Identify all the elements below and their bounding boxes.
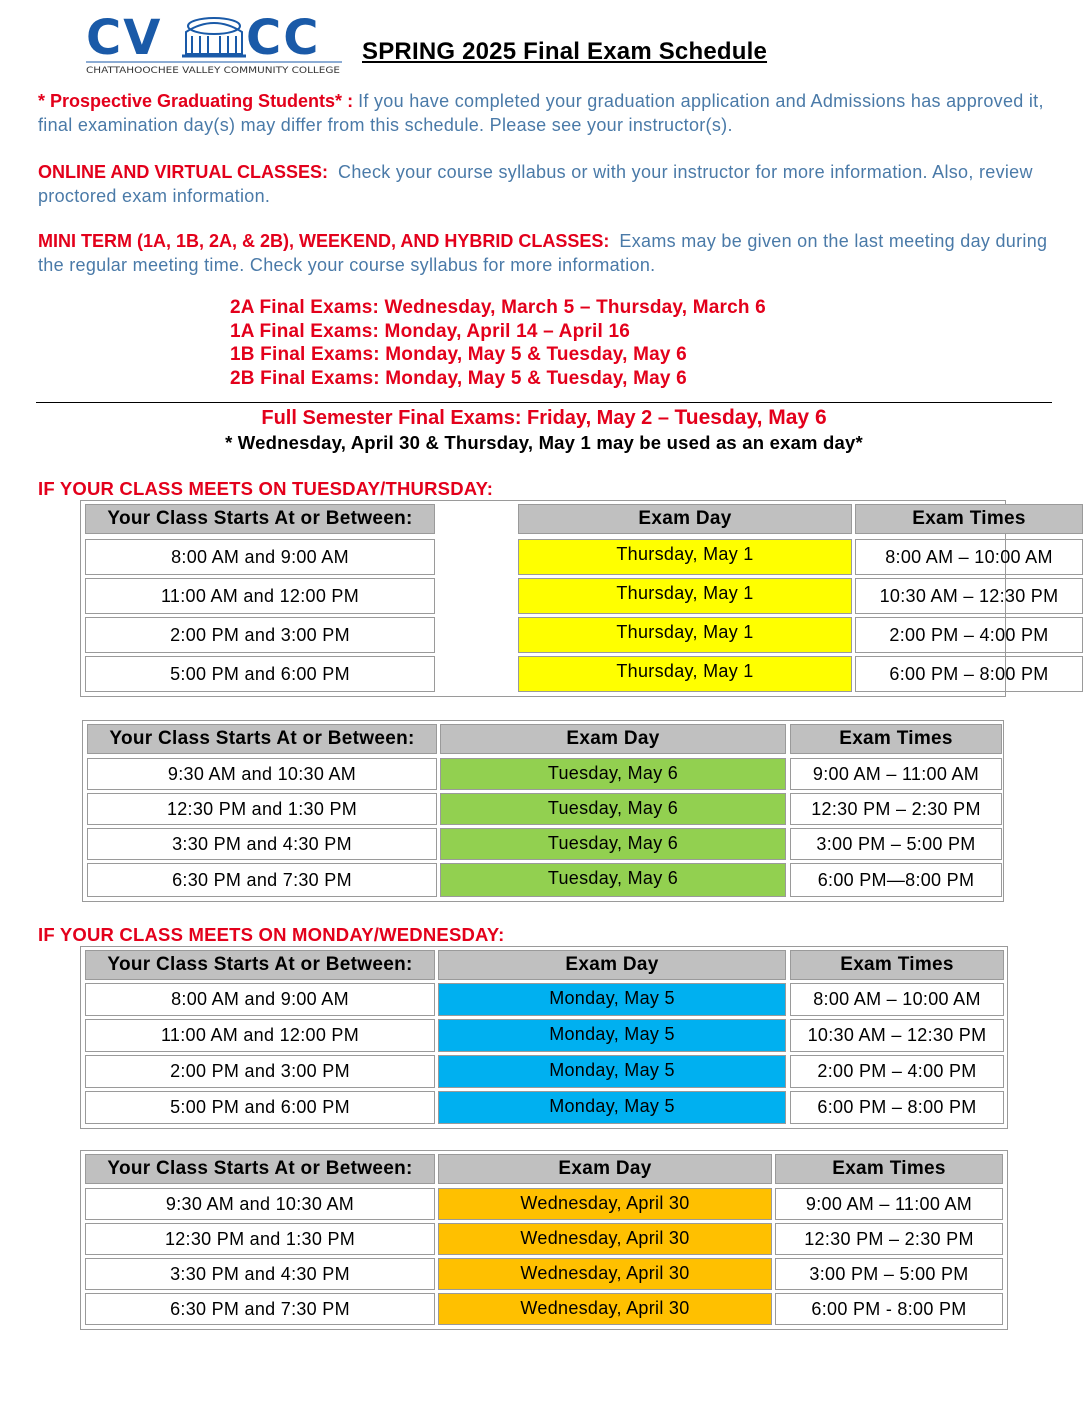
building-icon	[182, 18, 246, 56]
notice-lead: MINI TERM (1A, 1B, 2A, & 2B), WEEKEND, AND HYBRID CLASSES:	[38, 231, 610, 251]
table-row	[81, 1258, 1007, 1290]
table-header-row	[81, 504, 1026, 534]
table-header-row	[81, 950, 1007, 980]
table-row	[81, 578, 1059, 614]
exam-times-cell: 3:00 PM – 5:00 PM	[775, 1258, 1003, 1290]
online-classes-notice	[38, 160, 1052, 208]
notice-body: If you have completed your graduation application and Admissions has approved it, final examination day(s) may differ from this schedule. Please see your instructor(s).	[38, 91, 1044, 135]
exam-day-cell: Wednesday, April 30	[438, 1223, 772, 1255]
class-start-cell: 6:30 PM and 7:30 PM	[85, 1293, 435, 1325]
exam-day-cell: Wednesday, April 30	[438, 1188, 772, 1220]
class-start-cell: 8:00 AM and 9:00 AM	[85, 539, 435, 575]
class-start-cell: 11:00 AM and 12:00 PM	[85, 1019, 435, 1052]
exam-day-cell: Thursday, May 1	[518, 617, 852, 653]
exam-times-cell: 2:00 PM – 4:00 PM	[790, 1055, 1004, 1088]
table-row	[81, 1188, 1007, 1220]
exam-day-cell: Tuesday, May 6	[440, 793, 786, 825]
exam-schedule-table	[80, 500, 1059, 697]
mini-term-date: 1A Final Exams: Monday, April 14 – April 16	[230, 320, 630, 342]
column-header: Exam Times	[790, 950, 1004, 980]
table-row	[83, 758, 1003, 790]
class-start-cell: 2:00 PM and 3:00 PM	[85, 617, 435, 653]
table-row	[81, 1293, 1007, 1325]
column-header: Exam Day	[440, 724, 786, 754]
exam-day-cell: Tuesday, May 6	[440, 863, 786, 897]
exam-day-cell: Wednesday, April 30	[438, 1293, 772, 1325]
notice-body: Check your course syllabus or with your instructor for more information. Also, review proctored exam information.	[38, 162, 1033, 206]
class-start-cell: 5:00 PM and 6:00 PM	[85, 1091, 435, 1124]
mini-term-date: 1B Final Exams: Monday, May 5 & Tuesday, May 6	[230, 344, 687, 365]
class-start-cell: 5:00 PM and 6:00 PM	[85, 656, 435, 692]
class-start-cell: 9:30 AM and 10:30 AM	[85, 1188, 435, 1220]
notice-lead: ONLINE AND VIRTUAL CLASSES:	[38, 162, 329, 182]
column-header: Exam Times	[855, 504, 1083, 534]
section-heading-mon-wed: IF YOUR CLASS MEETS ON MONDAY/WEDNESDAY:	[38, 924, 505, 945]
table-row	[81, 656, 1049, 692]
table-row	[83, 863, 1003, 897]
class-start-cell: 3:30 PM and 4:30 PM	[87, 828, 437, 860]
exam-times-cell: 9:00 AM – 11:00 AM	[775, 1188, 1003, 1220]
table-row	[81, 983, 1007, 1016]
exam-times-cell: 6:00 PM – 8:00 PM	[790, 1091, 1004, 1124]
svg-text:CV: CV	[86, 10, 163, 66]
mini-term-date: 2A Final Exams: Wednesday, March 5 – Thursday, March 6	[230, 297, 766, 318]
svg-text:CC: CC	[246, 10, 321, 66]
exam-day-cell: Thursday, May 1	[518, 656, 852, 692]
exam-times-cell: 9:00 AM – 11:00 AM	[790, 758, 1002, 790]
exam-schedule-table	[80, 1150, 1008, 1330]
exam-times-cell: 10:30 AM – 12:30 PM	[855, 578, 1083, 614]
table-row	[83, 828, 1003, 860]
table-header-row	[83, 724, 1003, 754]
divider	[36, 402, 1052, 403]
table-header-row	[81, 1154, 1007, 1184]
exam-day-cell: Thursday, May 1	[518, 539, 852, 575]
exam-day-cell: Monday, May 5	[438, 1091, 786, 1124]
exam-day-cell: Tuesday, May 6	[440, 758, 786, 790]
mini-term-date: 2B Final Exams: Monday, May 5 & Tuesday, May 6	[230, 367, 687, 389]
mini-term-dates	[230, 296, 766, 390]
exam-schedule-table	[80, 946, 1008, 1129]
mini-term-notice	[38, 229, 1052, 277]
column-header: Exam Day	[438, 950, 786, 980]
class-start-cell: 12:30 PM and 1:30 PM	[85, 1223, 435, 1255]
exam-times-cell: 8:00 AM – 10:00 AM	[855, 539, 1083, 575]
column-header: Exam Times	[775, 1154, 1003, 1184]
exam-day-cell: Tuesday, May 6	[440, 828, 786, 860]
column-header: Your Class Starts At or Between:	[85, 1154, 435, 1184]
exam-times-cell: 2:00 PM – 4:00 PM	[855, 617, 1083, 653]
full-semester-text: Full Semester Final Exams: Friday, May 2 –	[261, 407, 675, 429]
table-row	[81, 1019, 1007, 1052]
class-start-cell: 12:30 PM and 1:30 PM	[87, 793, 437, 825]
exam-times-cell: 12:30 PM – 2:30 PM	[790, 793, 1002, 825]
table-row	[81, 539, 1053, 575]
column-header: Exam Times	[790, 724, 1002, 754]
exam-times-cell: 6:00 PM – 8:00 PM	[855, 656, 1083, 692]
exam-times-cell: 12:30 PM – 2:30 PM	[775, 1223, 1003, 1255]
table-row	[83, 793, 1003, 825]
class-start-cell: 9:30 AM and 10:30 AM	[87, 758, 437, 790]
svg-text:CHATTAHOOCHEE VALLEY COMMUNITY: CHATTAHOOCHEE VALLEY COMMUNITY COLLEGE	[86, 66, 340, 76]
class-start-cell: 8:00 AM and 9:00 AM	[85, 983, 435, 1016]
table-row	[81, 617, 1049, 653]
class-start-cell: 11:00 AM and 12:00 PM	[85, 578, 435, 614]
page-title: SPRING 2025 Final Exam Schedule	[362, 38, 768, 65]
class-start-cell: 6:30 PM and 7:30 PM	[87, 863, 437, 897]
column-header: Exam Day	[438, 1154, 772, 1184]
exam-times-cell: 3:00 PM – 5:00 PM	[790, 828, 1002, 860]
exam-day-cell: Monday, May 5	[438, 983, 786, 1016]
exam-day-cell: Wednesday, April 30	[438, 1258, 772, 1290]
exam-times-cell: 6:00 PM - 8:00 PM	[775, 1293, 1003, 1325]
table-row	[81, 1223, 1007, 1255]
column-header: Your Class Starts At or Between:	[85, 504, 435, 534]
column-header: Exam Day	[518, 504, 852, 534]
section-heading-tue-thu: IF YOUR CLASS MEETS ON TUESDAY/THURSDAY:	[38, 478, 494, 499]
college-logo	[86, 10, 342, 76]
exam-day-cell: Thursday, May 1	[518, 578, 852, 614]
table-row	[81, 1055, 1007, 1088]
column-header: Your Class Starts At or Between:	[87, 724, 437, 754]
notice-body: Exams may be given on the last meeting day during the regular meeting time. Check your course syllabus for more information.	[38, 231, 1048, 275]
graduating-students-notice	[38, 89, 1052, 137]
notice-lead: * Prospective Graduating Students* :	[38, 91, 359, 111]
exam-times-cell: 8:00 AM – 10:00 AM	[790, 983, 1004, 1016]
exam-times-cell: 10:30 AM – 12:30 PM	[790, 1019, 1004, 1052]
exam-day-note: * Wednesday, April 30 & Thursday, May 1 may be used as an exam day*	[225, 432, 863, 453]
full-semester-emphasis: Tuesday, May 6	[674, 406, 827, 429]
exam-schedule-table	[82, 720, 1004, 902]
table-row	[81, 1091, 1007, 1124]
exam-times-cell: 6:00 PM—8:00 PM	[790, 863, 1002, 897]
exam-day-cell: Monday, May 5	[438, 1055, 786, 1088]
full-semester-dates	[0, 406, 1088, 430]
column-header: Your Class Starts At or Between:	[85, 950, 435, 980]
exam-day-cell: Monday, May 5	[438, 1019, 786, 1052]
class-start-cell: 3:30 PM and 4:30 PM	[85, 1258, 435, 1290]
class-start-cell: 2:00 PM and 3:00 PM	[85, 1055, 435, 1088]
